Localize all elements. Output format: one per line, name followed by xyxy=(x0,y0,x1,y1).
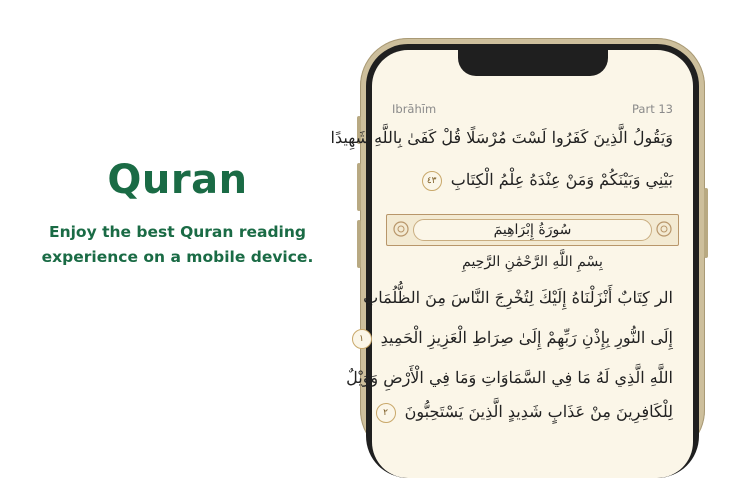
phone-mockup xyxy=(330,38,705,458)
verse-line[interactable] xyxy=(330,128,673,147)
verse-line[interactable] xyxy=(383,170,673,191)
hero-section xyxy=(0,157,355,270)
phone-power-button xyxy=(704,188,708,258)
verse-text: لِلْكَافِرِينَ مِنْ عَذَابٍ شَدِيدٍ الَّذِينَ يَسْتَحِبُّونَ xyxy=(404,402,673,421)
surah-title: سُورَةُ إِبْرَاهِيمَ xyxy=(413,219,652,241)
phone-volume-up xyxy=(357,163,361,211)
ayah-number-marker[interactable]: ١ xyxy=(352,329,372,349)
quran-reader-screen[interactable] xyxy=(330,50,693,478)
verse-line[interactable] xyxy=(346,368,673,387)
verse-line[interactable] xyxy=(359,328,673,349)
surah-name-label[interactable]: Ibrāhīm xyxy=(392,102,437,116)
verse-text: بَيْنِي وَبَيْنَكُمْ وَمَنْ عِنْدَهُ عِلْمُ الْكِتَابِ xyxy=(450,170,673,189)
juz-part-label[interactable]: Part 13 xyxy=(632,102,673,116)
verse-text: وَيَقُولُ الَّذِينَ كَفَرُوا لَسْتَ مُرْسَلًا قُلْ كَفَىٰ بِاللَّهِ شَهِيدًا xyxy=(330,128,673,147)
phone-volume-down xyxy=(357,220,361,268)
surah-header-banner xyxy=(386,214,679,246)
app-tagline xyxy=(0,220,355,270)
phone-notch xyxy=(458,50,608,76)
ayah-number-marker[interactable]: ٤٣ xyxy=(422,171,442,191)
verse-text: الر كِتَابٌ أَنْزَلْنَاهُ إِلَيْكَ لِتُخْرِجَ النَّاسَ مِنَ الظُّلُمَاتِ xyxy=(363,288,673,307)
ornament-icon xyxy=(654,219,674,239)
verse-text: اللَّهِ الَّذِي لَهُ مَا فِي السَّمَاوَاتِ وَمَا فِي الْأَرْضِ وَوَيْلٌ xyxy=(346,368,673,387)
verse-line[interactable] xyxy=(363,288,673,307)
tagline-line-2: experience on a mobile device. xyxy=(41,248,314,266)
ayah-number-marker[interactable]: ٢ xyxy=(376,403,396,423)
app-title: Quran xyxy=(107,157,248,203)
verse-text: إِلَى النُّورِ بِإِذْنِ رَبِّهِمْ إِلَىٰ صِرَاطِ الْعَزِيزِ الْحَمِيدِ xyxy=(380,328,673,347)
verse-line[interactable] xyxy=(383,402,673,423)
tagline-line-1: Enjoy the best Quran reading xyxy=(49,223,306,241)
ornament-icon xyxy=(391,219,411,239)
basmala: بِسْمِ اللَّهِ الرَّحْمَٰنِ الرَّحِيمِ xyxy=(462,254,603,270)
